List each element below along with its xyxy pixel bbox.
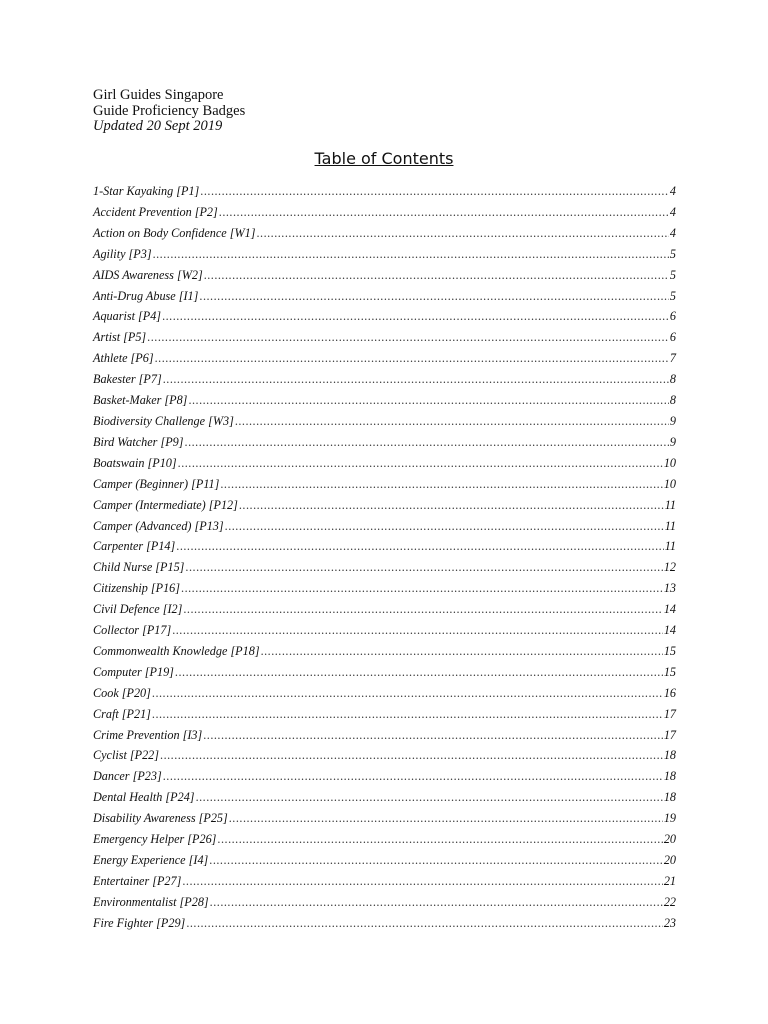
dot-leader: [178, 456, 663, 471]
toc-entry-page: 16: [663, 685, 676, 700]
toc-entry-page: 23: [663, 915, 676, 930]
toc-entry[interactable]: [93, 330, 676, 351]
dot-leader: [181, 581, 663, 596]
toc-entry-label: Collector [P17]: [93, 623, 172, 638]
toc-entry-page: 8: [669, 393, 676, 408]
toc-title-text: Table of Contents: [314, 149, 454, 168]
toc-entry-label: Emergency Helper [P26]: [93, 832, 217, 847]
toc-entry-label: Cook [P20]: [93, 685, 151, 700]
toc-entry-label: Environmentalist [P28]: [93, 894, 209, 909]
toc-entry-label: Dental Health [P24]: [93, 790, 195, 805]
toc-entry[interactable]: [93, 560, 676, 581]
toc-entry[interactable]: [93, 477, 676, 498]
toc-entry-page: 4: [669, 204, 676, 219]
toc-entry-label: Bird Watcher [P9]: [93, 434, 184, 449]
toc-entry[interactable]: [93, 393, 676, 414]
toc-entry-page: 22: [663, 894, 676, 909]
dot-leader: [203, 728, 663, 743]
toc-entry[interactable]: [93, 665, 676, 686]
toc-entry-page: 6: [669, 330, 676, 345]
dot-leader: [196, 790, 663, 805]
table-of-contents: [93, 184, 676, 937]
toc-entry[interactable]: [93, 205, 676, 226]
dot-leader: [225, 519, 664, 534]
toc-entry-page: 4: [669, 184, 676, 198]
toc-entry-page: 18: [663, 790, 676, 805]
dot-leader: [152, 707, 663, 722]
toc-entry[interactable]: [93, 519, 676, 540]
toc-entry-label: Bakester [P7]: [93, 372, 162, 387]
toc-entry-page: 10: [663, 476, 676, 491]
toc-entry-label: Carpenter [P14]: [93, 539, 176, 554]
dot-leader: [152, 686, 663, 701]
toc-entry-label: Citizenship [P16]: [93, 581, 181, 596]
toc-entry-page: 5: [669, 246, 676, 261]
toc-entry-label: Biodiversity Challenge [W3]: [93, 413, 234, 428]
dot-leader: [239, 498, 664, 513]
document-header: [93, 88, 245, 135]
toc-entry[interactable]: [93, 811, 676, 832]
toc-entry-page: 11: [664, 539, 676, 554]
toc-entry-page: 7: [669, 351, 676, 366]
dot-leader: [229, 811, 663, 826]
toc-entry-page: 9: [669, 413, 676, 428]
toc-entry[interactable]: [93, 498, 676, 519]
toc-entry-label: 1-Star Kayaking [P1]: [93, 184, 200, 198]
toc-entry[interactable]: [93, 623, 676, 644]
toc-entry-page: 20: [663, 853, 676, 867]
dot-leader: [185, 560, 662, 575]
dot-leader: [256, 226, 668, 241]
updated-date: Updated 20 Sept 2019: [93, 118, 223, 134]
dot-leader: [186, 916, 663, 931]
toc-entry-label: Camper (Advanced) [P13]: [93, 518, 224, 533]
toc-entry[interactable]: [93, 226, 676, 247]
toc-entry-label: Crime Prevention [I3]: [93, 727, 203, 742]
dot-leader: [210, 895, 663, 910]
toc-entry[interactable]: [93, 456, 676, 477]
dot-leader: [183, 602, 662, 617]
toc-entry[interactable]: [93, 853, 676, 874]
dot-leader: [175, 665, 663, 680]
toc-entry[interactable]: [93, 644, 676, 665]
toc-entry[interactable]: [93, 289, 676, 310]
toc-title: [0, 149, 768, 168]
toc-entry-page: 4: [669, 225, 676, 240]
organization-name: Girl Guides Singapore: [93, 87, 224, 103]
dot-leader: [200, 184, 669, 199]
toc-entry-label: Artist [P5]: [93, 330, 147, 345]
document-name: Guide Proficiency Badges: [93, 102, 246, 119]
dot-leader: [220, 477, 662, 492]
toc-entry-label: Energy Experience [I4]: [93, 853, 209, 867]
toc-entry-page: 9: [669, 434, 676, 449]
toc-entry[interactable]: [93, 686, 676, 707]
dot-leader: [204, 268, 669, 283]
toc-entry[interactable]: [93, 351, 676, 372]
dot-leader: [217, 832, 662, 847]
toc-entry-label: Fire Fighter [P29]: [93, 915, 186, 930]
dot-leader: [261, 644, 663, 659]
dot-leader: [163, 372, 669, 387]
toc-entry-page: 10: [663, 455, 676, 470]
toc-entry-page: 21: [663, 873, 676, 888]
toc-entry-label: Athlete [P6]: [93, 351, 154, 366]
dot-leader: [219, 205, 669, 220]
dot-leader: [188, 393, 668, 408]
toc-entry-label: Action on Body Confidence [W1]: [93, 225, 256, 240]
dot-leader: [235, 414, 669, 429]
toc-entry[interactable]: [93, 414, 676, 435]
toc-entry[interactable]: [93, 309, 676, 330]
dot-leader: [185, 435, 669, 450]
toc-entry[interactable]: [93, 581, 676, 602]
toc-entry-label: Anti-Drug Abuse [I1]: [93, 288, 199, 303]
toc-entry-label: Basket-Maker [P8]: [93, 393, 188, 408]
toc-entry-page: 6: [669, 309, 676, 324]
toc-entry-label: Computer [P19]: [93, 664, 174, 679]
toc-entry-label: Agility [P3]: [93, 246, 152, 261]
toc-entry-page: 5: [669, 288, 676, 303]
toc-entry-label: Disability Awareness [P25]: [93, 811, 228, 826]
toc-entry[interactable]: [93, 832, 676, 853]
toc-entry-label: Craft [P21]: [93, 706, 151, 721]
toc-entry-label: Camper (Intermediate) [P12]: [93, 497, 238, 512]
toc-entry-label: AIDS Awareness [W2]: [93, 267, 203, 282]
toc-entry-page: 13: [663, 581, 676, 596]
toc-entry-label: Child Nurse [P15]: [93, 560, 185, 575]
toc-entry-page: 11: [664, 518, 676, 533]
toc-entry[interactable]: [93, 895, 676, 916]
toc-entry-page: 17: [663, 727, 676, 742]
dot-leader: [199, 289, 669, 304]
dot-leader: [209, 853, 663, 868]
toc-entry-page: 19: [663, 811, 676, 826]
toc-entry-page: 14: [663, 602, 676, 617]
toc-entry[interactable]: [93, 728, 676, 749]
dot-leader: [147, 330, 669, 345]
toc-entry-page: 5: [669, 267, 676, 282]
dot-leader: [162, 309, 669, 324]
toc-entry-page: 11: [664, 497, 676, 512]
toc-entry[interactable]: [93, 748, 676, 769]
dot-leader: [160, 748, 663, 763]
dot-leader: [155, 351, 669, 366]
toc-entry[interactable]: [93, 874, 676, 895]
toc-entry-page: 14: [663, 623, 676, 638]
toc-entry-page: 12: [663, 560, 676, 575]
toc-entry[interactable]: [93, 435, 676, 456]
dot-leader: [182, 874, 662, 889]
toc-entry[interactable]: [93, 790, 676, 811]
dot-leader: [176, 539, 663, 554]
dot-leader: [153, 247, 669, 262]
toc-entry-label: Aquarist [P4]: [93, 309, 162, 324]
toc-entry-page: 15: [663, 643, 676, 658]
toc-entry[interactable]: [93, 602, 676, 623]
toc-entry-label: Camper (Beginner) [P11]: [93, 476, 220, 491]
toc-entry-label: Accident Prevention [P2]: [93, 204, 218, 219]
toc-entry-page: 20: [663, 832, 676, 847]
toc-entry[interactable]: [93, 184, 676, 205]
toc-entry-label: Dancer [P23]: [93, 769, 162, 784]
toc-entry[interactable]: [93, 372, 676, 393]
toc-entry-label: Civil Defence [I2]: [93, 602, 183, 617]
dot-leader: [163, 769, 663, 784]
toc-entry[interactable]: [93, 268, 676, 289]
toc-entry[interactable]: [93, 916, 676, 937]
toc-entry-label: Commonwealth Knowledge [P18]: [93, 643, 260, 658]
toc-entry-page: 17: [663, 706, 676, 721]
toc-entry[interactable]: [93, 247, 676, 268]
toc-entry-label: Entertainer [P27]: [93, 873, 182, 888]
toc-entry-page: 8: [669, 372, 676, 387]
toc-entry[interactable]: [93, 769, 676, 790]
toc-entry[interactable]: [93, 539, 676, 560]
toc-entry[interactable]: [93, 707, 676, 728]
toc-entry-label: Cyclist [P22]: [93, 748, 160, 763]
toc-entry-label: Boatswain [P10]: [93, 455, 177, 470]
toc-entry-page: 18: [663, 769, 676, 784]
toc-entry-page: 15: [663, 664, 676, 679]
dot-leader: [172, 623, 663, 638]
toc-entry-page: 18: [663, 748, 676, 763]
